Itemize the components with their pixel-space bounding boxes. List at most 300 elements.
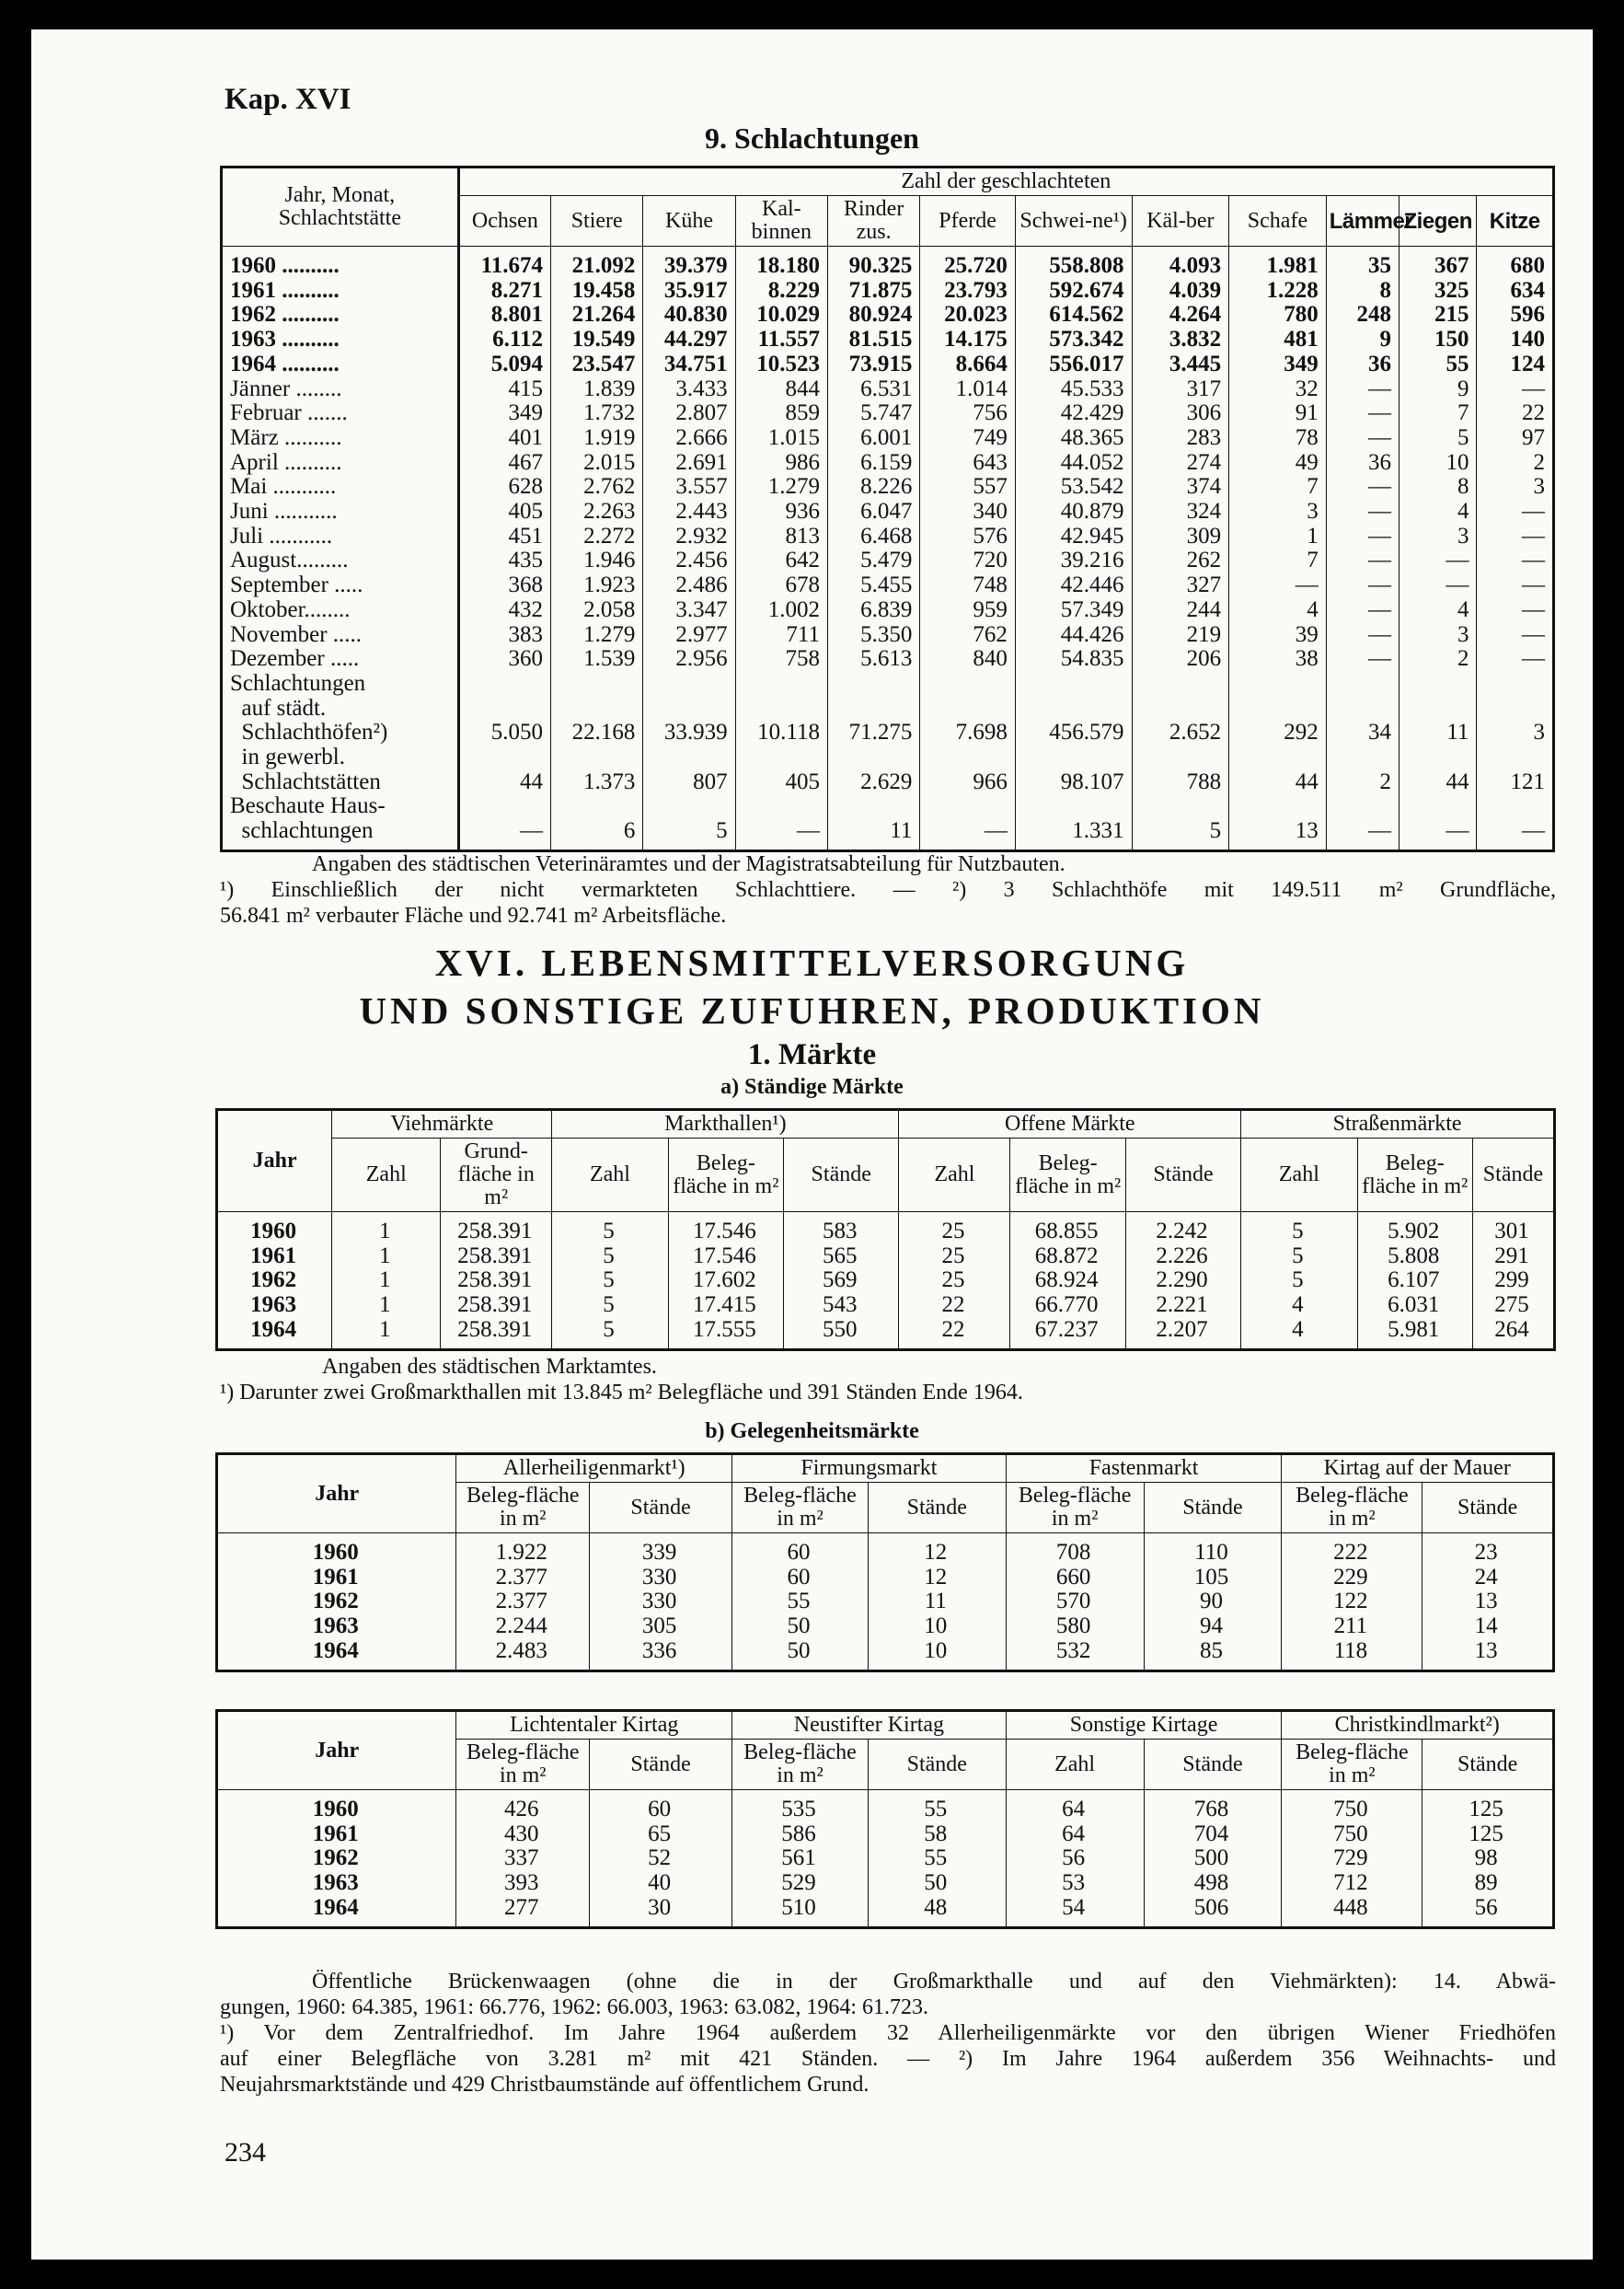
cell: 57.349: [1015, 598, 1132, 623]
cell: 122: [1282, 1590, 1422, 1614]
cell: 25: [899, 1212, 1010, 1244]
row-year: 1962: [217, 1846, 456, 1871]
cell: 6.112: [458, 328, 550, 353]
cell: 1.919: [551, 426, 643, 451]
cell: 368: [458, 573, 550, 598]
cell: 55: [868, 1846, 1006, 1871]
col-header-6: Beleg-fläche in m²: [1282, 1740, 1422, 1790]
cell: 2.226: [1125, 1244, 1240, 1269]
cell: 22: [899, 1318, 1010, 1349]
cell: —: [1399, 794, 1476, 850]
cell: 97: [1477, 426, 1554, 451]
cell: 19.458: [551, 279, 643, 304]
cell: 49: [1229, 451, 1327, 476]
row-header-jahr: Jahr, Monat, Schlachtstätte: [222, 168, 459, 247]
group-header-3: Kirtag auf der Mauer: [1282, 1454, 1554, 1483]
cell: 762: [920, 623, 1015, 648]
cell: 750: [1282, 1822, 1422, 1847]
col-header-4: Zahl: [1006, 1740, 1144, 1790]
cell: 17.555: [668, 1318, 783, 1349]
cell: —: [1326, 623, 1399, 648]
col-header-11: Kitze: [1477, 196, 1554, 247]
col-header-8: Schafe: [1229, 196, 1327, 247]
cell: 301: [1472, 1212, 1554, 1244]
row-label: Juni ...........: [222, 500, 459, 525]
gelegenheitsmaerkte-table-2: [215, 1709, 1555, 1929]
cell: 5: [1241, 1268, 1357, 1293]
cell: 5.479: [828, 549, 920, 573]
row-label: November .....: [222, 623, 459, 648]
subsection-staendige: a) Ständige Märkte: [720, 1075, 904, 1099]
row-label: Beschaute Haus- schlachtungen: [222, 794, 459, 850]
col-header-1: Stiere: [551, 196, 643, 247]
cell: 58: [868, 1822, 1006, 1847]
cell: 292: [1229, 672, 1327, 746]
cell: 3.832: [1132, 328, 1229, 353]
cell: 959: [920, 598, 1015, 623]
cell: 44.297: [643, 328, 735, 353]
cell: 5.808: [1357, 1244, 1472, 1269]
cell: 124: [1477, 353, 1554, 377]
cell: —: [1477, 525, 1554, 549]
cell: 275: [1472, 1293, 1554, 1318]
cell: 73.915: [828, 353, 920, 377]
cell: 3: [1399, 525, 1476, 549]
table-row: [222, 794, 1554, 850]
cell: 432: [458, 598, 550, 623]
cell: —: [1326, 647, 1399, 672]
row-year: 1961: [217, 1244, 332, 1269]
staendige-source: Angaben des städtischen Marktamtes.: [322, 1355, 657, 1379]
cell: 118: [1282, 1639, 1422, 1671]
table-row: [217, 1212, 1555, 1244]
table-row: [222, 451, 1554, 476]
cell: 592.674: [1015, 279, 1132, 304]
cell: 704: [1144, 1822, 1282, 1847]
col-header-0: Beleg-fläche in m²: [456, 1483, 590, 1533]
cell: 244: [1132, 598, 1229, 623]
row-year: 1960: [217, 1533, 456, 1566]
col-header-2: Kühe: [643, 196, 735, 247]
cell: —: [1326, 401, 1399, 426]
cell: 2.932: [643, 525, 735, 549]
cell: 98: [1422, 1846, 1554, 1871]
cell: 383: [458, 623, 550, 648]
cell: 140: [1477, 328, 1554, 353]
cell: 150: [1399, 328, 1476, 353]
row-year: 1962: [217, 1590, 456, 1614]
cell: 1.946: [551, 549, 643, 573]
cell: 349: [458, 401, 550, 426]
cell: 291: [1472, 1244, 1554, 1269]
cell: 6.047: [828, 500, 920, 525]
cell: 3: [1399, 623, 1476, 648]
cell: 1.279: [735, 475, 827, 500]
cell: 258.391: [441, 1212, 552, 1244]
table-row: [222, 303, 1554, 328]
cell: 53: [1006, 1871, 1144, 1896]
table-row: [222, 279, 1554, 304]
cell: 678: [735, 573, 827, 598]
row-year: 1960: [217, 1790, 456, 1822]
cell: 1.839: [551, 377, 643, 402]
cell: —: [920, 794, 1015, 850]
cell: 405: [458, 500, 550, 525]
group-header: Zahl der geschlachteten: [458, 168, 1553, 196]
cell: 55: [1399, 353, 1476, 377]
cell: 583: [784, 1212, 899, 1244]
table-row: [222, 672, 1554, 746]
cell: 12: [868, 1533, 1006, 1566]
cell: 859: [735, 401, 827, 426]
cell: 19.549: [551, 328, 643, 353]
table-row: [217, 1846, 1554, 1871]
subsection-gelegenheit: b) Gelegenheitsmärkte: [705, 1419, 919, 1443]
cell: 367: [1399, 247, 1476, 279]
cell: 89: [1422, 1871, 1554, 1896]
table-row: [222, 549, 1554, 573]
cell: 986: [735, 451, 827, 476]
row-year: 1964: [217, 1639, 456, 1671]
cell: 36: [1326, 451, 1399, 476]
col-header-1: Stände: [590, 1483, 732, 1533]
col-header-2: Beleg-fläche in m²: [732, 1740, 869, 1790]
cell: 14.175: [920, 328, 1015, 353]
row-label: März ..........: [222, 426, 459, 451]
table-row: [217, 1639, 1554, 1671]
cell: 4.039: [1132, 279, 1229, 304]
jahr-header: Jahr: [217, 1711, 456, 1790]
row-label: Dezember .....: [222, 647, 459, 672]
cell: 44.052: [1015, 451, 1132, 476]
cell: 1.373: [551, 746, 643, 794]
cell: 23: [1422, 1533, 1554, 1566]
cell: 807: [643, 746, 735, 794]
cell: 1.279: [551, 623, 643, 648]
cell: 708: [1006, 1533, 1144, 1566]
bottom-note-3: ¹) Vor dem Zentralfriedhof. Im Jahre 1964 außerdem 32 Allerheiligenmärkte vor den übrigen Wiener Friedhöfen: [220, 2021, 1556, 2045]
cell: 67.237: [1010, 1318, 1125, 1349]
cell: 8.271: [458, 279, 550, 304]
cell: 758: [735, 647, 827, 672]
cell: 25.720: [920, 247, 1015, 279]
row-label: 1963 ..........: [222, 328, 459, 353]
cell: 3.347: [643, 598, 735, 623]
cell: 2: [1326, 746, 1399, 794]
cell: 5: [643, 794, 735, 850]
cell: 1: [332, 1212, 441, 1244]
cell: 48: [868, 1896, 1006, 1927]
cell: 54: [1006, 1896, 1144, 1927]
cell: 576: [920, 525, 1015, 549]
cell: 5: [1241, 1244, 1357, 1269]
cell: 10: [868, 1639, 1006, 1671]
cell: 35: [1326, 247, 1399, 279]
cell: 1: [332, 1244, 441, 1269]
cell: 2.263: [551, 500, 643, 525]
cell: 535: [732, 1790, 869, 1822]
cell: 642: [735, 549, 827, 573]
cell: 2.486: [643, 573, 735, 598]
cell: 229: [1282, 1566, 1422, 1590]
col-header-5: Pferde: [920, 196, 1015, 247]
cell: 56: [1006, 1846, 1144, 1871]
cell: 330: [590, 1590, 732, 1614]
cell: 60: [590, 1790, 732, 1822]
cell: 11: [828, 794, 920, 850]
cell: 330: [590, 1566, 732, 1590]
col-header-3: Stände: [868, 1483, 1006, 1533]
cell: —: [1326, 475, 1399, 500]
cell: 405: [735, 746, 827, 794]
cell: 39.216: [1015, 549, 1132, 573]
cell: 844: [735, 377, 827, 402]
row-year: 1963: [217, 1614, 456, 1639]
cell: 42.429: [1015, 401, 1132, 426]
cell: 206: [1132, 647, 1229, 672]
cell: 40.830: [643, 303, 735, 328]
cell: 557: [920, 475, 1015, 500]
cell: 5: [1241, 1212, 1357, 1244]
cell: 1.002: [735, 598, 827, 623]
col-header-5: Stände: [1144, 1483, 1282, 1533]
cell: 38: [1229, 647, 1327, 672]
cell: 34: [1326, 672, 1399, 746]
cell: 68.924: [1010, 1268, 1125, 1293]
group-header-0: Lichtentaler Kirtag: [456, 1711, 732, 1740]
cell: —: [1326, 549, 1399, 573]
cell: 91: [1229, 401, 1327, 426]
row-year: 1961: [217, 1822, 456, 1847]
cell: 1: [1229, 525, 1327, 549]
cell: 580: [1006, 1614, 1144, 1639]
col-header-9: Lämmer: [1326, 196, 1399, 247]
document-page: [31, 29, 1593, 2260]
cell: 374: [1132, 475, 1229, 500]
table-row: [217, 1790, 1554, 1822]
cell: 1.331: [1015, 794, 1132, 850]
cell: 80.924: [828, 303, 920, 328]
cell: 283: [1132, 426, 1229, 451]
cell: 1.922: [456, 1533, 590, 1566]
row-label: August.........: [222, 549, 459, 573]
cell: 1: [332, 1318, 441, 1349]
cell: 565: [784, 1244, 899, 1269]
cell: 2.807: [643, 401, 735, 426]
group-header-3: Straßenmärkte: [1241, 1110, 1555, 1139]
cell: 7: [1229, 549, 1327, 573]
row-year: 1964: [217, 1896, 456, 1927]
schlachtungen-footnote-2: 56.841 m² verbauter Fläche und 92.741 m² Arbeitsfläche.: [220, 904, 727, 928]
cell: 17.415: [668, 1293, 783, 1318]
cell: 85: [1144, 1639, 1282, 1671]
cell: 17.602: [668, 1268, 783, 1293]
row-year: 1964: [217, 1318, 332, 1349]
group-header-1: Firmungsmarkt: [732, 1454, 1007, 1483]
col-header-5: Stände: [1144, 1740, 1282, 1790]
cell: 7: [1399, 401, 1476, 426]
cell: 11: [868, 1590, 1006, 1614]
cell: 5: [1132, 794, 1229, 850]
cell: 258.391: [441, 1268, 552, 1293]
cell: 277: [456, 1896, 590, 1927]
cell: 8.229: [735, 279, 827, 304]
cell: 39: [1229, 623, 1327, 648]
cell: 1.981: [1229, 247, 1327, 279]
row-label: 1964 ..........: [222, 353, 459, 377]
cell: 4: [1399, 598, 1476, 623]
cell: 325: [1399, 279, 1476, 304]
cell: 7: [1229, 475, 1327, 500]
cell: 20.023: [920, 303, 1015, 328]
cell: —: [1477, 377, 1554, 402]
cell: 66.770: [1010, 1293, 1125, 1318]
cell: 18.180: [735, 247, 827, 279]
cell: 8.226: [828, 475, 920, 500]
col-header-4: Stände: [784, 1139, 899, 1212]
cell: 813: [735, 525, 827, 549]
row-label: Februar .......: [222, 401, 459, 426]
cell: 339: [590, 1533, 732, 1566]
cell: 936: [735, 500, 827, 525]
cell: 393: [456, 1871, 590, 1896]
col-header-2: Zahl: [552, 1139, 668, 1212]
col-header-7: Stände: [1125, 1139, 1240, 1212]
schlachtungen-source: Angaben des städtischen Veterinäramtes und der Magistratsabteilung für Nutzbauten.: [312, 852, 1065, 876]
cell: 4.264: [1132, 303, 1229, 328]
cell: 40.879: [1015, 500, 1132, 525]
cell: 401: [458, 426, 550, 451]
cell: 25: [899, 1268, 1010, 1293]
cell: —: [1477, 647, 1554, 672]
table-row: [217, 1871, 1554, 1896]
cell: 9: [1399, 377, 1476, 402]
cell: 360: [458, 647, 550, 672]
bottom-note-5: Neujahrsmarktstände und 429 Christbaumstände auf öffentlichem Grund.: [220, 2073, 870, 2097]
cell: 48.365: [1015, 426, 1132, 451]
cell: —: [1326, 598, 1399, 623]
cell: 219: [1132, 623, 1229, 648]
cell: 5.455: [828, 573, 920, 598]
cell: 5.350: [828, 623, 920, 648]
staendige-maerkte-table: [215, 1108, 1556, 1351]
cell: 39.379: [643, 247, 735, 279]
cell: 55: [732, 1590, 869, 1614]
row-year: 1962: [217, 1268, 332, 1293]
cell: 10: [868, 1614, 1006, 1639]
cell: 44: [1229, 746, 1327, 794]
cell: 13: [1229, 794, 1327, 850]
cell: 558.808: [1015, 247, 1132, 279]
cell: 586: [732, 1822, 869, 1847]
cell: 2.207: [1125, 1318, 1240, 1349]
group-header-2: Offene Märkte: [899, 1110, 1241, 1139]
row-label: 1962 ..........: [222, 303, 459, 328]
cell: 64: [1006, 1822, 1144, 1847]
cell: 1: [332, 1293, 441, 1318]
cell: 510: [732, 1896, 869, 1927]
cell: 498: [1144, 1871, 1282, 1896]
cell: 327: [1132, 573, 1229, 598]
cell: 305: [590, 1614, 732, 1639]
cell: 4: [1241, 1293, 1357, 1318]
cell: 25: [899, 1244, 1010, 1269]
cell: 532: [1006, 1639, 1144, 1671]
cell: 5: [552, 1293, 668, 1318]
cell: 94: [1144, 1614, 1282, 1639]
cell: 430: [456, 1822, 590, 1847]
cell: 258.391: [441, 1293, 552, 1318]
col-header-2: Beleg-fläche in m²: [732, 1483, 869, 1533]
cell: 1.228: [1229, 279, 1327, 304]
cell: 222: [1282, 1533, 1422, 1566]
cell: 3.445: [1132, 353, 1229, 377]
cell: 42.446: [1015, 573, 1132, 598]
cell: 340: [920, 500, 1015, 525]
col-header-6: Beleg-fläche in m²: [1010, 1139, 1125, 1212]
col-header-4: Rinder zus.: [828, 196, 920, 247]
group-header-2: Fastenmarkt: [1006, 1454, 1282, 1483]
cell: —: [1326, 525, 1399, 549]
table-row: [217, 1244, 1555, 1269]
cell: 5: [1399, 426, 1476, 451]
col-header-0: Ochsen: [458, 196, 550, 247]
row-label: Mai ...........: [222, 475, 459, 500]
cell: 125: [1422, 1790, 1554, 1822]
cell: 435: [458, 549, 550, 573]
cell: 415: [458, 377, 550, 402]
cell: 22: [1477, 401, 1554, 426]
cell: 71.875: [828, 279, 920, 304]
section-title-line2: UND SONSTIGE ZUFUHREN, PRODUKTION: [359, 989, 1265, 1032]
cell: 5: [552, 1318, 668, 1349]
cell: 13: [1422, 1590, 1554, 1614]
row-year: 1960: [217, 1212, 332, 1244]
cell: 64: [1006, 1790, 1144, 1822]
cell: 6.839: [828, 598, 920, 623]
row-label: Oktober........: [222, 598, 459, 623]
cell: —: [1399, 573, 1476, 598]
group-header-2: Sonstige Kirtage: [1006, 1711, 1282, 1740]
table-row: [217, 1822, 1554, 1847]
cell: 5.902: [1357, 1212, 1472, 1244]
cell: 2.483: [456, 1639, 590, 1671]
cell: 660: [1006, 1566, 1144, 1590]
cell: 840: [920, 647, 1015, 672]
cell: 569: [784, 1268, 899, 1293]
cell: 1: [332, 1268, 441, 1293]
cell: 50: [732, 1639, 869, 1671]
row-label: 1961 ..........: [222, 279, 459, 304]
cell: 5.981: [1357, 1318, 1472, 1349]
cell: 81.515: [828, 328, 920, 353]
page-number: 234: [225, 2137, 266, 2168]
cell: 211: [1282, 1614, 1422, 1639]
cell: 21.264: [551, 303, 643, 328]
cell: 1.015: [735, 426, 827, 451]
cell: 110: [1144, 1533, 1282, 1566]
cell: 6.159: [828, 451, 920, 476]
table-row: [222, 247, 1554, 279]
cell: 1.014: [920, 377, 1015, 402]
table-row: [222, 377, 1554, 402]
cell: 5: [552, 1212, 668, 1244]
col-header-3: Kal-binnen: [735, 196, 827, 247]
table-row: [222, 573, 1554, 598]
table-row: [217, 1533, 1554, 1566]
row-label: Jänner ........: [222, 377, 459, 402]
cell: 788: [1132, 746, 1229, 794]
